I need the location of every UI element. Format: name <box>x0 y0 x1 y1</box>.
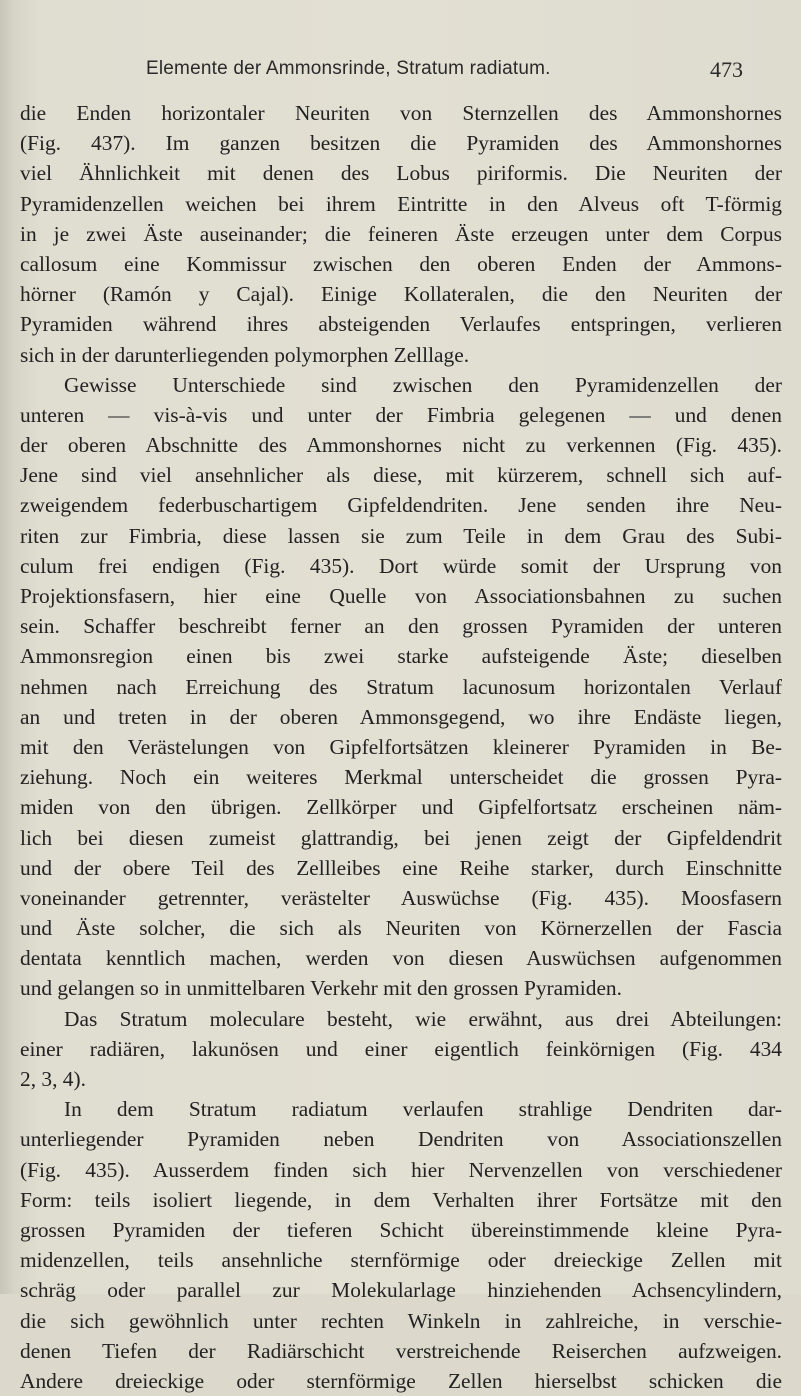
text-line: Form: teils isoliert liegende, in dem Verhalten ihrer Fortsätze mit den <box>20 1187 782 1212</box>
text-line: mit den Verästelungen von Gipfelfortsätzen kleinerer Pyramiden in Be- <box>20 734 782 759</box>
text-line: Ammonsregion einen bis zwei starke aufsteigende Äste; dieselben <box>20 644 782 669</box>
text-line: Jene sind viel ansehnlicher als diese, mit kürzerem, schnell sich auf- <box>20 463 782 488</box>
text-line: (Fig. 435). Ausserdem finden sich hier Nervenzellen von verschiedener <box>20 1157 782 1182</box>
text-line: ziehung. Noch ein weiteres Merkmal unterscheidet die grossen Pyra- <box>20 765 782 790</box>
running-title: Elemente der Ammonsrinde, Stratum radiatum. <box>146 58 551 79</box>
text-line: und gelangen so in unmittelbaren Verkehr mit den grossen Pyramiden. <box>20 976 622 1001</box>
text-line: sich in der darunterliegenden polymorphen Zelllage. <box>20 342 470 367</box>
body-text <box>20 98 782 1396</box>
text-line: In dem Stratum radiatum verlaufen strahlige Dendriten dar- <box>64 1097 782 1122</box>
text-line: der oberen Abschnitte des Ammonshornes nicht zu verkennen (Fig. 435). <box>20 433 782 458</box>
text-line: die sich gewöhnlich unter rechten Winkeln in zahlreiche, in verschie- <box>20 1308 782 1333</box>
text-line: culum frei endigen (Fig. 435). Dort würde somit der Ursprung von <box>20 553 782 578</box>
text-line: hörner (Ramón y Cajal). Einige Kollateralen, die den Neuriten der <box>20 282 782 307</box>
text-line: Pyramiden während ihres absteigenden Verlaufes entspringen, verlieren <box>20 312 782 337</box>
text-line: lich bei diesen zumeist glattrandig, bei jenen zeigt der Gipfeldendrit <box>20 825 782 850</box>
text-line: sein. Schaffer beschreibt ferner an den grossen Pyramiden der unteren <box>20 614 782 639</box>
text-line: 2, 3, 4). <box>20 1067 86 1091</box>
text-line: Projektionsfasern, hier eine Quelle von Associationsbahnen zu suchen <box>20 584 782 608</box>
text-line: Gewisse Unterschiede sind zwischen den Pyramidenzellen der <box>64 372 782 397</box>
text-line: zweigendem federbuschartigem Gipfeldendriten. Jene senden ihre Neu- <box>20 493 782 518</box>
page-header <box>0 58 801 92</box>
text-line: viel Ähnlichkeit mit denen des Lobus piriformis. Die Neuriten der <box>20 161 782 186</box>
text-line: unterliegender Pyramiden neben Dendriten von Associationszellen <box>20 1127 782 1152</box>
text-line: an und treten in der oberen Ammonsgegend, wo ihre Endäste liegen, <box>20 704 782 729</box>
text-line: miden von den übrigen. Zellkörper und Gipfelfortsatz erscheinen näm- <box>20 795 782 820</box>
text-line: voneinander getrennter, verästelter Auswüchse (Fig. 435). Moosfasern <box>20 885 782 910</box>
text-line: grossen Pyramiden der tieferen Schicht übereinstimmende kleine Pyra- <box>20 1217 782 1242</box>
text-line: callosum eine Kommissur zwischen den oberen Enden der Ammons- <box>20 251 782 276</box>
scan-edge-shadow <box>0 0 14 1294</box>
text-line: Andere dreieckige oder sternförmige Zellen hierselbst schicken die <box>20 1368 782 1393</box>
text-line: riten zur Fimbria, diese lassen sie zum Teile in dem Grau des Subi- <box>20 523 782 548</box>
text-line: Pyramidenzellen weichen bei ihrem Eintritte in den Alveus oft T-förmig <box>20 191 782 216</box>
text-line: denen Tiefen der Radiärschicht verstreichende Reiserchen aufzweigen. <box>20 1338 782 1363</box>
text-line: die Enden horizontaler Neuriten von Sternzellen des Ammonshornes <box>20 101 782 125</box>
text-line: nehmen nach Erreichung des Stratum lacunosum horizontalen Verlauf <box>20 674 782 699</box>
text-line: midenzellen, teils ansehnliche sternförmige oder dreieckige Zellen mit <box>20 1248 782 1273</box>
text-line: und Äste solcher, die sich als Neuriten von Körnerzellen der Fascia <box>20 916 782 941</box>
text-line: unteren — vis-à-vis und unter der Fimbria gelegenen — und denen <box>20 402 782 427</box>
text-line: (Fig. 437). Im ganzen besitzen die Pyramiden des Ammonshornes <box>20 131 782 156</box>
text-line: dentata kenntlich machen, werden von diesen Auswüchsen aufgenommen <box>20 946 782 971</box>
text-line: Das Stratum moleculare besteht, wie erwähnt, aus drei Abteilungen: <box>64 1006 782 1031</box>
text-line: in je zwei Äste auseinander; die feineren Äste erzeugen unter dem Corpus <box>20 221 782 246</box>
text-line: einer radiären, lakunösen und einer eigentlich feinkörnigen (Fig. 434 <box>20 1036 782 1061</box>
page-number: 473 <box>710 57 743 82</box>
text-line: und der obere Teil des Zellleibes eine Reihe starker, durch Einschnitte <box>20 855 782 880</box>
text-line: schräg oder parallel zur Molekularlage hinziehenden Achsencylindern, <box>20 1278 782 1303</box>
